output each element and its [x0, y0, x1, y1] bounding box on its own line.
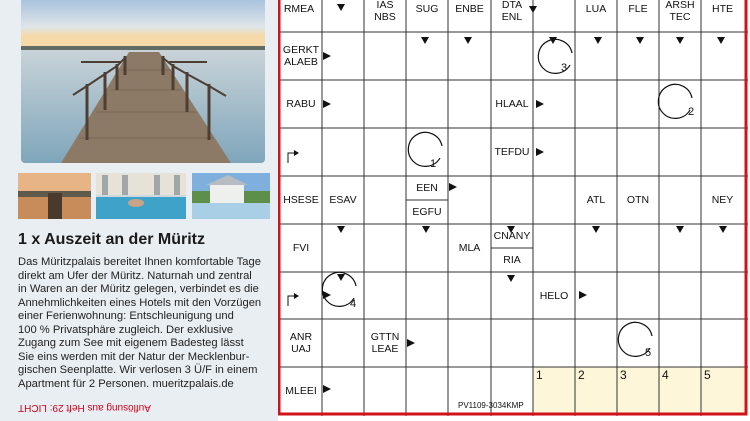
arrow-right-icon [323, 385, 331, 393]
arrow-down-icon [719, 226, 727, 233]
promo-body-line: in Waren an der Müritz gelegen, verbindet es die [18, 283, 259, 295]
solution-number: 1 [536, 368, 543, 382]
arrow-right-icon [536, 100, 544, 108]
clue-mla [448, 224, 491, 272]
clue-egfu [406, 200, 448, 224]
clue-text: EEN [416, 182, 438, 194]
arrow-down-icon [337, 274, 345, 281]
arrow-down-icon [421, 37, 429, 44]
solution-circle [408, 132, 442, 166]
arrow-down-icon [594, 37, 602, 44]
clue-text: HELO [539, 290, 569, 302]
arrow-right-icon [407, 339, 415, 347]
crossword-grid [278, 0, 748, 416]
clue-text: CNANY [493, 230, 531, 242]
clue-text: NBS [374, 11, 396, 23]
clue-hte [701, 0, 744, 21]
arrow-down-icon [337, 4, 345, 11]
promo-body-line: Annehmlichkeiten eines Hotels mit den Vorzügen [18, 296, 262, 309]
clue-text: FLE [628, 3, 648, 15]
arrow-right-icon [323, 52, 331, 60]
hotel-thumbnail [192, 173, 270, 219]
promo-description [18, 256, 274, 391]
clue-text: ALAEB [284, 56, 318, 68]
arrow-down-icon [636, 37, 644, 44]
arrow-right-icon [579, 291, 587, 299]
previous-solution-note: Auflösung aus Heft 29: LICHT [18, 402, 151, 413]
circle-number: 3 [561, 62, 568, 74]
clue-text: IAS [376, 0, 394, 11]
clue-text: EGFU [412, 206, 442, 218]
clue-text: ESAV [329, 194, 357, 206]
clue-esav [322, 176, 364, 224]
arrow-right-icon [536, 148, 544, 156]
clue-lua [575, 0, 617, 21]
clue-text: RABU [286, 98, 316, 110]
clue-arsh-tec [659, 0, 701, 25]
clue-text: UAJ [291, 343, 311, 355]
arrow-down-icon [464, 37, 472, 44]
clue-text: LEAE [371, 343, 399, 355]
clue-text: ENL [501, 11, 523, 23]
promo-body-line: Sie eins werden mit der Natur der Mecklenbur- [18, 350, 250, 363]
clue-text: DTA [501, 0, 523, 11]
clue-helo [533, 272, 575, 320]
clue-text: HLAAL [495, 98, 529, 110]
clue-gerkt [280, 32, 322, 80]
clue-text: GERKT [282, 44, 320, 56]
arrow-down-icon [422, 226, 430, 233]
clue-text: ARSH [665, 0, 695, 11]
promo-body-line: gischen Seenplatte. Wir verlosen 3 Ü/F in einem [18, 364, 258, 376]
clue-hlaal [491, 80, 533, 128]
clue-dta-enl [491, 0, 533, 25]
clue-text: TEC [669, 11, 691, 23]
circle-number: 1 [430, 158, 437, 170]
promo-body-line: Das Müritzpalais bereitet Ihnen komfortable Tage [18, 256, 261, 268]
circle-number: 2 [688, 106, 695, 118]
clue-gttn-leae [364, 319, 406, 367]
arrow-down-icon [507, 275, 515, 282]
arrow-down-icon [592, 226, 600, 233]
clue-rmea [278, 0, 320, 21]
clue-text: GTTN [370, 331, 400, 343]
clue-text: TEFDU [494, 146, 530, 158]
clue-text: RIA [503, 254, 521, 266]
clue-tefdu [491, 128, 533, 176]
clue-text: SUG [415, 3, 439, 15]
clue-cnany [491, 224, 533, 248]
clue-text: HSESE [283, 194, 319, 206]
jetty-photo [21, 0, 265, 163]
clue-anr-uaj [280, 319, 322, 367]
clue-text: LUA [585, 3, 607, 15]
bent-arrow-icon [294, 293, 299, 299]
promo-body-line: 100 % Privatsphäre zugleich. Der exklusive [18, 323, 234, 336]
solution-number: 3 [620, 368, 627, 382]
puzzle-code: PV1109-3034KMP [458, 401, 524, 410]
arrow-down-icon [676, 37, 684, 44]
promo-panel [0, 0, 278, 421]
clue-text: MLA [458, 242, 481, 254]
clue-text: ANR [289, 331, 313, 343]
solution-circle [658, 84, 695, 118]
clue-text: RMEA [283, 3, 315, 15]
clue-fvi [280, 224, 322, 272]
solution-number: 2 [578, 368, 585, 382]
lake-thumbnail [18, 173, 91, 219]
arrow-down-icon [717, 37, 725, 44]
clue-sug [406, 0, 448, 21]
arrow-down-icon [676, 226, 684, 233]
circle-number: 4 [350, 298, 357, 310]
promo-title: 1 x Auszeit an der Müritz [18, 231, 205, 248]
clue-text: FVI [292, 242, 310, 254]
clue-mleei [280, 367, 322, 414]
clue-text: ENBE [455, 3, 484, 15]
bent-arrow-icon [294, 150, 299, 156]
arrow-right-icon [323, 100, 331, 108]
promo-body-line: Apartment für 2 Personen. mueritzpalais.de [18, 377, 234, 390]
promo-body-line: direkt am Ufer der Müritz. Naturnah und zentral [18, 269, 252, 282]
clue-een [406, 176, 448, 200]
arrow-right-icon [449, 183, 457, 191]
clue-fle [617, 0, 659, 21]
clue-rabu [280, 80, 322, 128]
clue-text: HTE [712, 3, 733, 15]
clue-enbe [448, 0, 491, 21]
clue-atl [575, 176, 617, 224]
clue-hsese [280, 176, 322, 224]
clue-text: MLEEI [285, 384, 317, 397]
clue-ias-nbs [364, 0, 406, 25]
clue-otn [617, 176, 659, 224]
clue-ney [701, 176, 744, 224]
promo-body-line: Zugang zum See mit eigenem Badesteg lässt [18, 337, 244, 349]
pool-thumbnail [96, 173, 186, 219]
clue-text: OTN [626, 194, 650, 206]
clue-ria [491, 248, 533, 272]
promo-body-line: einer Ferienwohnung: Entschleunigung und [18, 310, 234, 322]
arrow-down-icon [337, 226, 345, 233]
circle-number: 5 [645, 347, 652, 359]
clue-text: ATL [586, 194, 606, 206]
clue-text: NEY [711, 194, 734, 206]
solution-number: 5 [704, 368, 711, 382]
solution-number: 4 [662, 368, 669, 382]
